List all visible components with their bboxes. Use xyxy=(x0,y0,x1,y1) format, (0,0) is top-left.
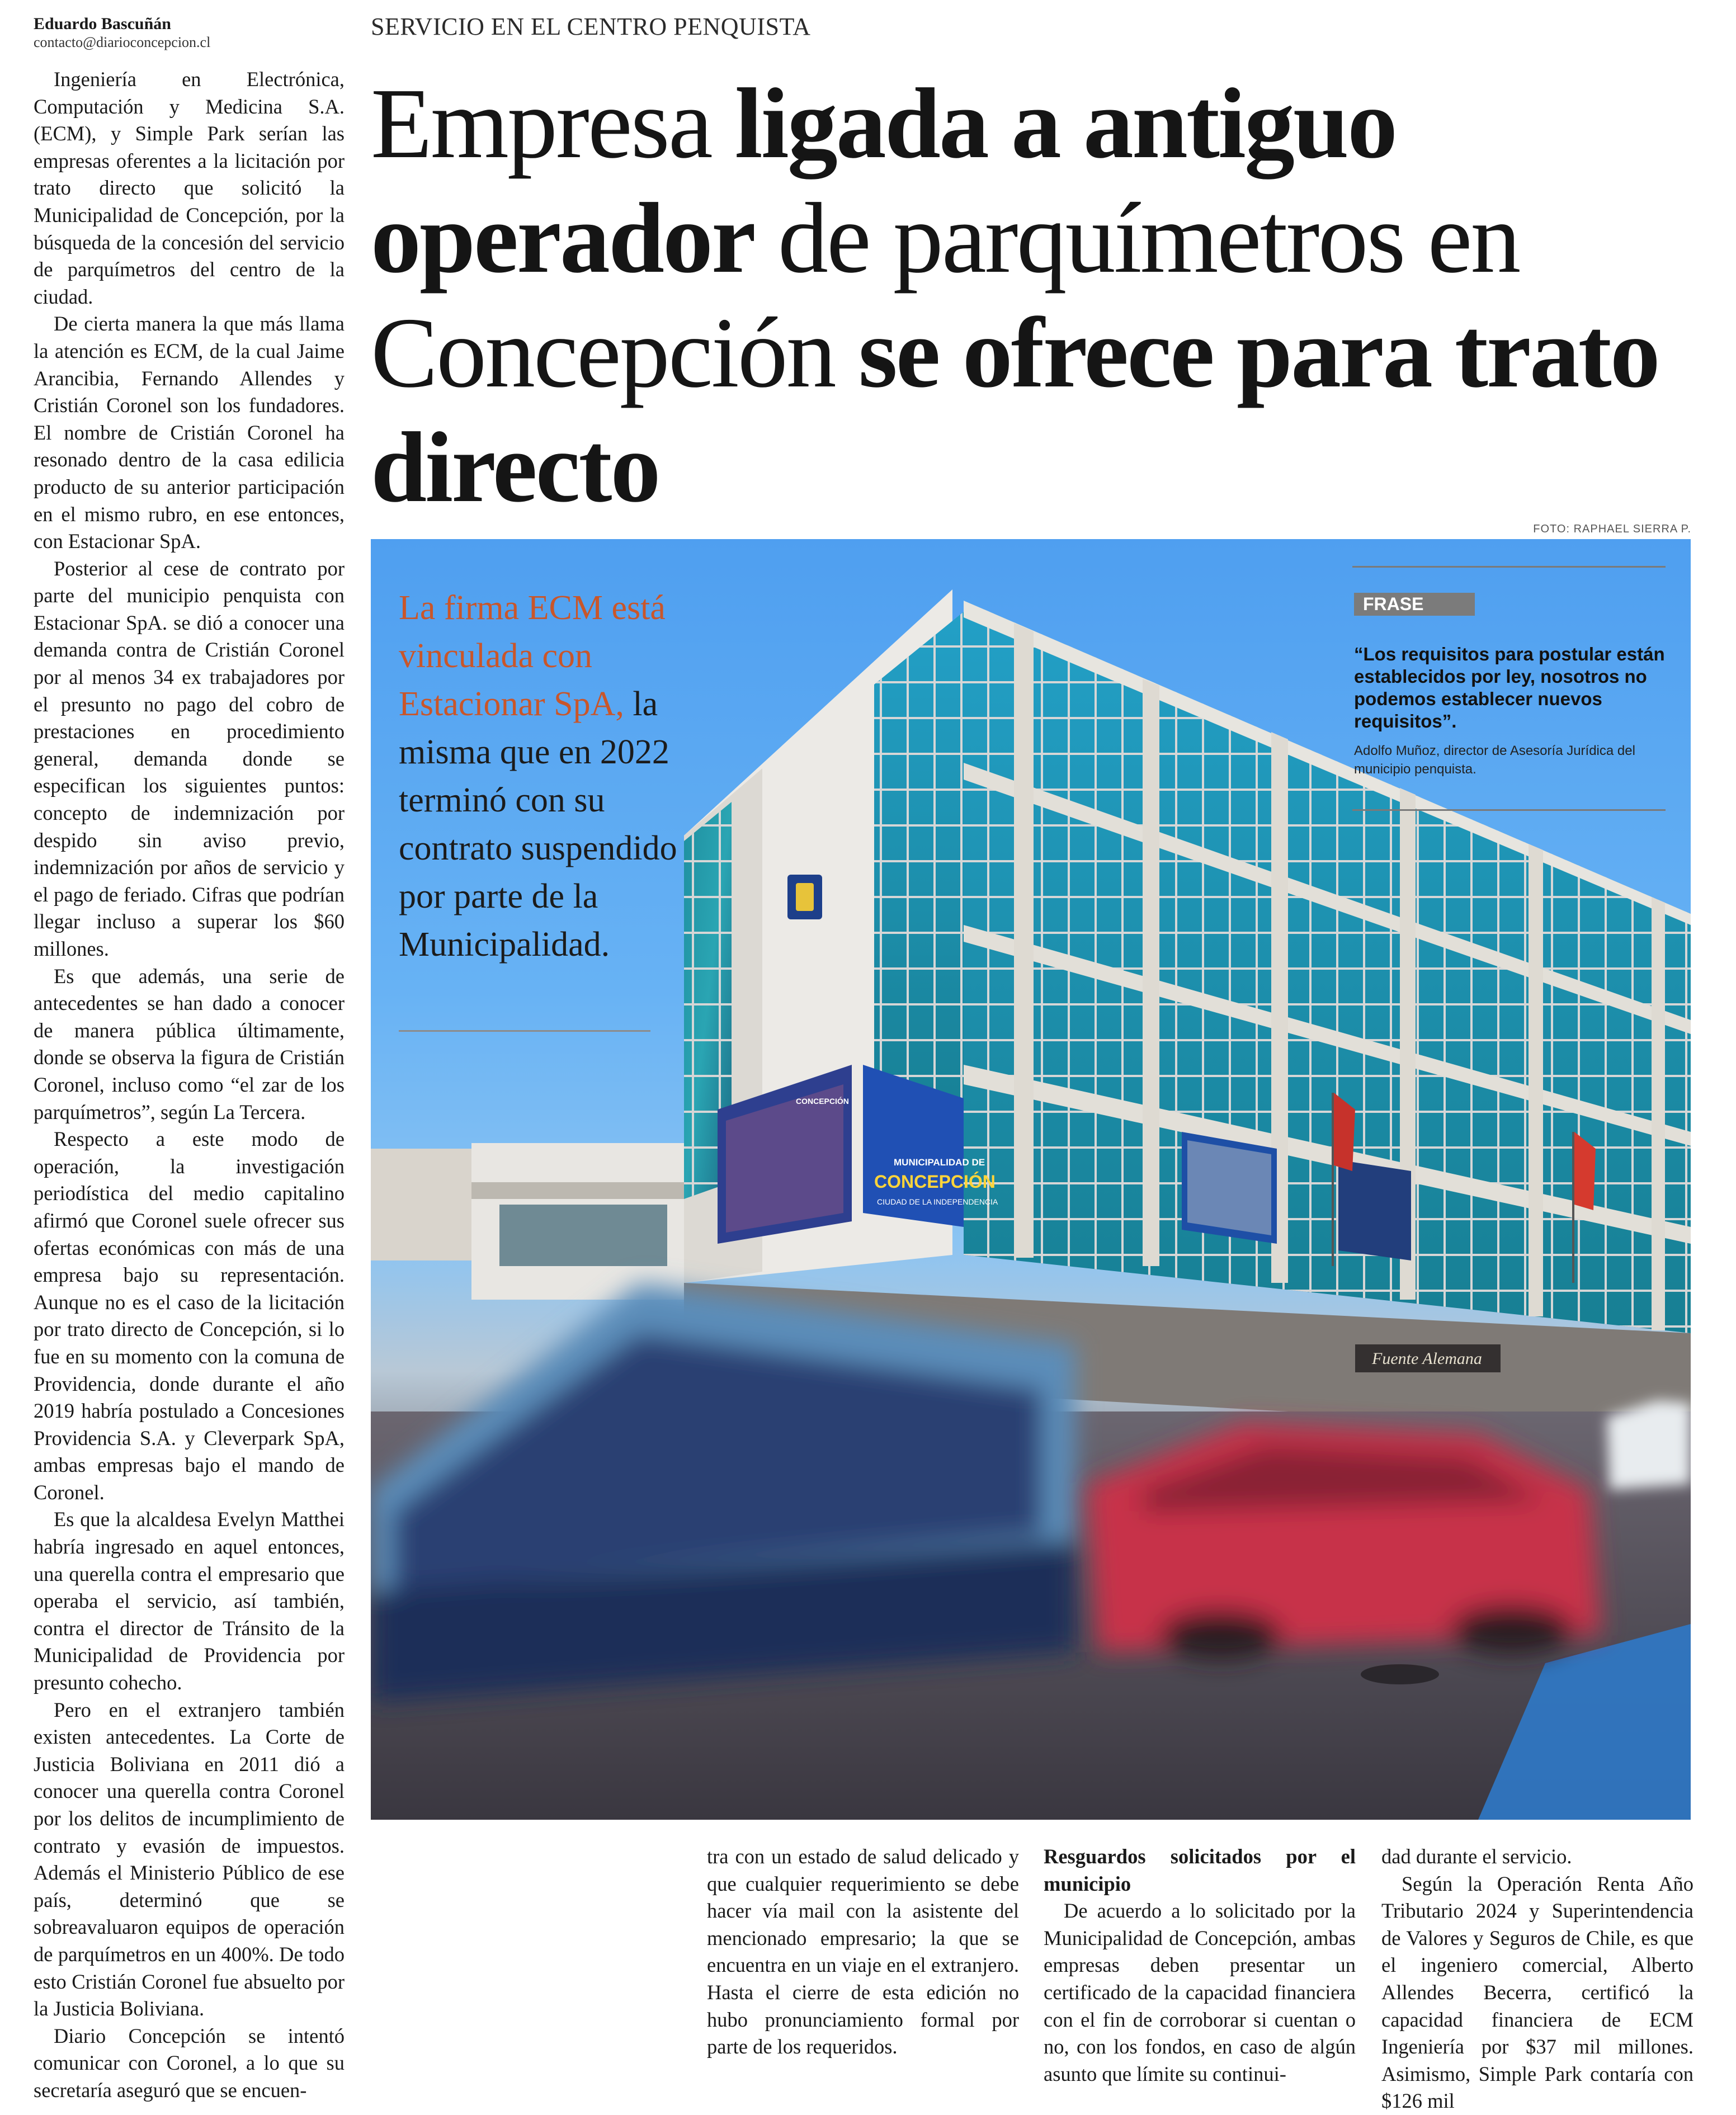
body-paragraph: Es que además, una serie de antecedentes se han dado a conocer de manera pública últimamente, donde se observa la figura de Cristián Coronel, incluso como “el zar de los parquímetros”, según La Tercera. xyxy=(34,964,345,1123)
pull-quote-rule xyxy=(399,1030,650,1032)
frase-badge: FRASE xyxy=(1354,593,1475,616)
author-name: Eduardo Bascuñán xyxy=(34,15,171,33)
body-paragraph: De acuerdo a lo solicitado por la Municipalidad de Concepción, ambas empresas deben presentar un certificado de la capacidad financiera con el fin de corroborar si cuentan o no, con los fondos, en caso de algún asunto que límite su continui- xyxy=(1044,1899,1356,2085)
white-car xyxy=(1607,1400,1691,1490)
headline-part-2: de parquímetros en Concepción xyxy=(371,182,1520,408)
pull-quote-accent: La firma ECM está vinculada con Estacionar SpA, xyxy=(399,589,666,723)
left-building xyxy=(371,1143,684,1300)
blurred-bus xyxy=(371,1283,1075,1702)
small-banner-text: CONCEPCIÓN xyxy=(796,1097,849,1106)
author-email: contacto@diarioconcepcion.cl xyxy=(34,34,211,50)
frase-source: Adolfo Muñoz, director de Asesoría Jurídica del municipio penquista. xyxy=(1354,743,1635,777)
headline xyxy=(371,66,1713,525)
frase-quote: “Los requisitos para postular están establecidos por ley, nosotros no podemos establecer nuevos requisitos”. xyxy=(1354,644,1665,731)
body-paragraph: Ingeniería en Electrónica, Computación y Medicina S.A. (ECM), y Simple Park serían las empresas oferentes a la licitación por trato directo que solicitó la Municipalidad de Concepción, por la búsqueda de la concesión del servicio de parquímetros del centro de la ciudad. xyxy=(34,68,345,308)
body-paragraph: Diario Concepción se intentó comunicar con Coronel, a lo que su secretaría aseguró que se encuen- xyxy=(34,2024,345,2102)
body-paragraph: Posterior al cese de contrato por parte del municipio penquista con Estacionar SpA. se dió a conocer una demanda contra de Cristián Coronel por al menos 34 ex trabajadores por el presunto no pago del cobro de prestaciones en procedimiento general, demanda donde se especifican los siguientes puntos: concepto de indemnización por despido sin aviso previo, indemnización por años de servicio y el pago de feriado. Cifras que podrían llegar incluso a superar los $60 millones. xyxy=(34,556,345,960)
body-paragraph: dad durante el servicio. xyxy=(1381,1845,1572,1868)
pull-quote-rest: la misma que en 2022 terminó con su contrato suspendido por parte de la Municipalidad. xyxy=(399,685,677,964)
banner-sub-text: CIUDAD DE LA INDEPENDENCIA xyxy=(877,1197,998,1206)
headline-bold-1: ligada a antiguo operador xyxy=(371,68,1397,294)
banner-city-text: CONCEPCIÓN xyxy=(874,1172,996,1192)
frase-top-rule xyxy=(1352,566,1666,568)
subhead: Resguardos solicitados por el municipio xyxy=(1044,1845,1356,1895)
body-paragraph: Respecto a este modo de operación, la investigación periodística del medio capitalino afirmó que Coronel suele ofrecer sus ofertas económicas con más de una empresa bajo su representación. Aunque no es el caso de la licitación por trato directo de Concepción, si lo fue en su momento con la comuna de Providencia, donde durante el año 2019 habría postulado a Concesiones Providencia S.A. y Cleverpark SpA, ambas empresas bajo el mando de Coronel. xyxy=(34,1127,345,1504)
column-final xyxy=(1381,1843,1693,2115)
section-kicker: SERVICIO EN EL CENTRO PENQUISTA xyxy=(371,13,811,40)
column-continuation xyxy=(707,1843,1019,2061)
blurred-car xyxy=(1087,1423,1601,1660)
body-paragraph: De cierta manera la que más llama la atención es ECM, de la cual Jaime Arancibia, Fernando Allendes y Cristián Coronel son los fundadores. El nombre de Cristián Coronel ha resonado dentro de la casa edilicia producto de su anterior participación en el mismo rubro, en ese entonces, con Estacionar SpA. xyxy=(34,312,345,553)
headline-part-1: Empresa xyxy=(371,68,735,179)
banner-top-text: MUNICIPALIDAD DE xyxy=(894,1157,985,1168)
body-paragraph: Pero en el extranjero también existen antecedentes. La Corte de Justicia Boliviana en 2011 dió a conocer una querella contra Coronel por los delitos de incumplimiento de contrato y evasión de impuestos. Además el Ministerio Público de ese país, determinó que se sobreavaluaron equipos de operación de parquímetros en un 400%. De todo esto Cristián Coronel fue absuelto por la Justicia Boliviana. xyxy=(34,1698,345,2020)
byline xyxy=(34,15,352,51)
body-paragraph: Es que la alcaldesa Evelyn Matthei habría ingresado en aquel entonces, una querella contra el empresario que operaba el servicio, así también, contra el director de Tránsito de la Municipalidad de Providencia por presunto cohecho. xyxy=(34,1508,345,1694)
body-paragraph: tra con un estado de salud delicado y que cualquier requerimiento se debe hacer vía mail con la asistente del mencionado empresario; la que se encuentra en un viaje en el extranjero. Hasta el cierre de esta edición no hubo pronunciamiento formal por parte de los requeridos. xyxy=(707,1845,1019,2059)
store-sign-text: Fuente Alemana xyxy=(1372,1349,1482,1368)
left-text-column xyxy=(34,66,345,2104)
main-photo xyxy=(371,539,1691,1820)
column-resguardos xyxy=(1044,1843,1356,2088)
photo-credit: FOTO: RAPHAEL SIERRA P. xyxy=(1533,523,1691,535)
body-paragraph: Según la Operación Renta Año Tributario 2024 y Superintendencia de Valores y Seguros de Chile, es que el ingeniero comercial, Alberto Allendes Becerra, certificó la capacidad financiera de ECM Ingeniería por $37 mil millones. Asimismo, Simple Park contaría con $126 mil xyxy=(1381,1872,1693,2113)
frase-bottom-rule xyxy=(1352,809,1666,811)
pull-quote xyxy=(399,584,690,969)
headline-bold-2: se ofrece para trato directo xyxy=(371,297,1659,523)
